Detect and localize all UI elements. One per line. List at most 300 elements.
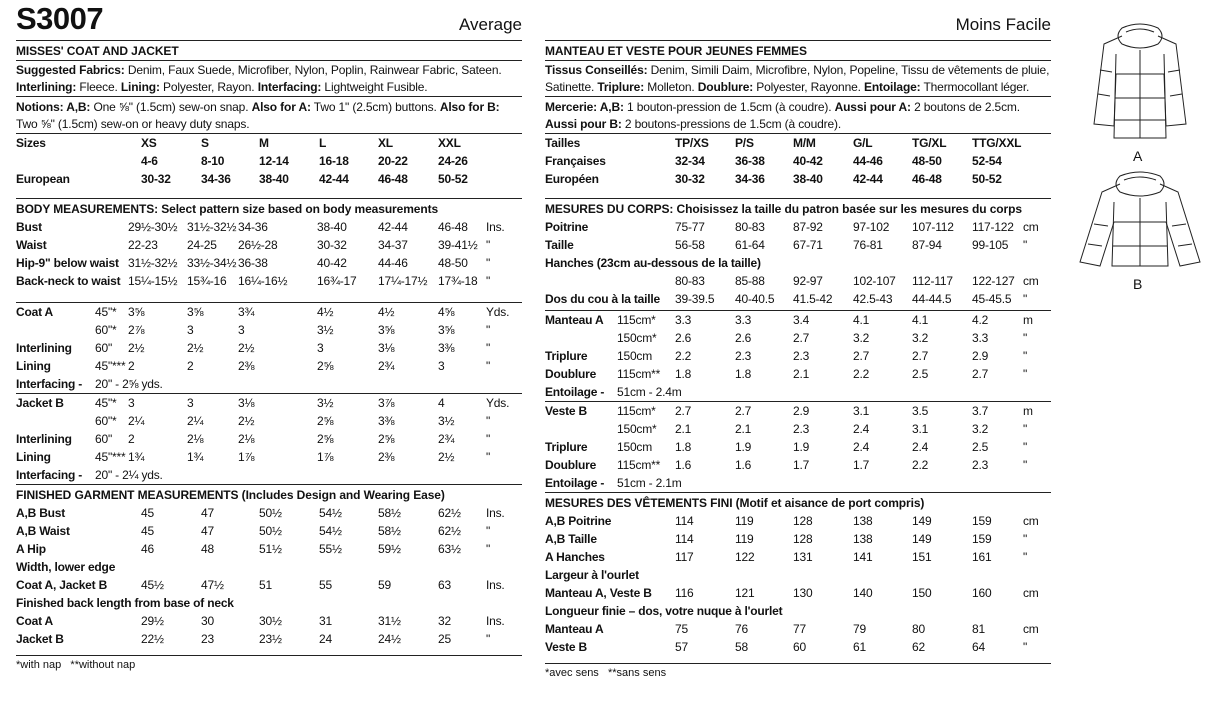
table-cell: 3⅜ — [438, 341, 455, 355]
jacket-interfacing-row: Interfacing - 20" - 2¼ yds. — [16, 468, 163, 482]
table-cell: 3½ — [317, 396, 334, 410]
table-cell: 85-88 — [735, 274, 765, 288]
unit-label: " — [1023, 422, 1028, 436]
table-cell: 3 — [128, 396, 135, 410]
row-label: Coat A — [16, 614, 54, 628]
table-cell: 42-44 — [853, 172, 883, 186]
table-cell: 2⅞ — [128, 323, 145, 337]
fabric-width: 45"* — [95, 396, 117, 410]
table-cell: 2.3 — [793, 349, 810, 363]
table-cell: 2.3 — [972, 458, 989, 472]
table-cell: 1.7 — [853, 458, 870, 472]
table-cell: 51 — [259, 578, 272, 592]
table-cell: 3⅝ — [128, 305, 145, 319]
table-row — [16, 152, 522, 170]
fabrics-paragraph-fr: Tissus Conseillés: Denim, Simili Daim, Microfibre, Nylon, Popeline, Tissu de vêtements de pluie, Satinette. Triplure: Molleton. Doublure: Polyester, Rayonne. Entoilage: Thermocollant léger. — [545, 63, 1050, 94]
table-cell: M/M — [793, 136, 816, 150]
table-cell: 2½ — [238, 341, 255, 355]
fabric-width: 45"*** — [95, 359, 126, 373]
table-cell: 59½ — [378, 542, 401, 556]
table-cell: 3⅝ — [438, 323, 455, 337]
body-measurements-title-fr: MESURES DU CORPS: Choisissez la taille du patron basée sur les mesures du corps — [545, 202, 1022, 216]
table-cell: 24-25 — [187, 238, 217, 252]
table-cell: 2.7 — [853, 349, 870, 363]
table-cell: 1.8 — [675, 367, 692, 381]
row-label: Back-neck to waist — [16, 274, 121, 288]
table-cell: 2⅜ — [238, 359, 255, 373]
row-label: Doublure — [545, 367, 597, 381]
row-label: Jacket B — [16, 396, 64, 410]
row-label: Waist — [16, 238, 47, 252]
table-cell: 48-50 — [912, 154, 942, 168]
table-cell: 117 — [675, 550, 694, 564]
table-cell: 40-40.5 — [735, 292, 775, 306]
row-label: European — [16, 172, 70, 186]
table-cell: 3¾ — [238, 305, 255, 319]
table-cell: 138 — [853, 514, 873, 528]
table-row — [545, 602, 1051, 620]
table-cell: 2½ — [238, 414, 255, 428]
table-cell: 63 — [438, 578, 451, 592]
table-cell: 17¼-17½ — [378, 274, 428, 288]
table-cell: 2.9 — [793, 404, 810, 418]
table-cell: 2 — [128, 359, 135, 373]
table-row — [545, 272, 1051, 290]
table-row — [16, 303, 522, 321]
table-cell: 151 — [912, 550, 932, 564]
table-cell: 57 — [675, 640, 688, 654]
table-cell: 2¼ — [187, 414, 204, 428]
table-cell: 3 — [238, 323, 245, 337]
table-cell: 36-38 — [238, 256, 268, 270]
table-cell: 2¼ — [128, 414, 145, 428]
table-cell: 2.4 — [912, 440, 929, 454]
table-row — [545, 152, 1051, 170]
table-row — [545, 134, 1051, 152]
table-row — [545, 311, 1051, 329]
table-cell: 59 — [378, 578, 391, 592]
table-cell: L — [319, 136, 327, 150]
table-row — [16, 134, 522, 152]
table-cell: 2.7 — [675, 404, 692, 418]
table-cell: 1⅞ — [238, 450, 255, 464]
table-cell: 2.3 — [735, 349, 752, 363]
table-cell: 2⅛ — [238, 432, 255, 446]
table-cell: 45 — [141, 506, 154, 520]
table-cell: 80 — [912, 622, 925, 636]
table-cell: 29½-30½ — [128, 220, 178, 234]
table-cell: XXL — [438, 136, 461, 150]
fabric-width: 115cm* — [617, 404, 656, 418]
table-cell: 80-83 — [675, 274, 705, 288]
difficulty-level-fr: Moins Facile — [955, 15, 1051, 34]
table-cell: 36-38 — [735, 154, 765, 168]
table-cell: 75 — [675, 622, 688, 636]
table-cell: 117-122 — [972, 220, 1014, 234]
row-label: Dos du cou à la taille — [545, 292, 660, 306]
table-cell: 3 — [317, 341, 324, 355]
footnote: *with nap **without nap — [16, 659, 136, 671]
table-cell: 46-48 — [438, 220, 468, 234]
table-row — [16, 612, 522, 630]
row-label: Longueur finie – dos, votre nuque à l'ourlet — [545, 604, 783, 618]
table-cell: 45-45.5 — [972, 292, 1012, 306]
fabric-width: 150cm — [617, 440, 653, 454]
pattern-title-fr: MANTEAU ET VESTE POUR JEUNES FEMMES — [545, 44, 807, 58]
row-label: Françaises — [545, 154, 606, 168]
fabric-width: 150cm* — [617, 422, 657, 436]
table-cell: 24-26 — [438, 154, 468, 168]
jacket-b-sketch — [1070, 166, 1210, 276]
table-row — [545, 365, 1051, 383]
table-cell: 2.2 — [675, 349, 692, 363]
table-row — [16, 272, 522, 290]
table-cell: 41.5-42 — [793, 292, 833, 306]
table-cell: 56-58 — [675, 238, 705, 252]
sketch-label-b: B — [1133, 276, 1143, 292]
table-cell: 44-46 — [378, 256, 408, 270]
table-cell: 2.4 — [853, 422, 870, 436]
table-cell: XS — [141, 136, 157, 150]
table-row — [545, 218, 1051, 236]
fabric-width: 115cm* — [617, 313, 656, 327]
table-cell: 4-6 — [141, 154, 158, 168]
table-row — [545, 548, 1051, 566]
table-row — [16, 339, 522, 357]
table-cell: 114 — [675, 514, 694, 528]
table-cell: 2.3 — [793, 422, 810, 436]
table-cell: 44-44.5 — [912, 292, 952, 306]
table-cell: 3.1 — [912, 422, 929, 436]
sketch-label-a: A — [1133, 148, 1143, 164]
table-cell: 45½ — [141, 578, 164, 592]
table-cell: 4½ — [317, 305, 334, 319]
row-label: A,B Waist — [16, 524, 70, 538]
table-cell: 62½ — [438, 506, 461, 520]
table-cell: 30-32 — [141, 172, 171, 186]
table-row — [16, 594, 522, 612]
table-cell: 121 — [735, 586, 755, 600]
table-cell: 61 — [853, 640, 866, 654]
coat-interfacing-row-fr: Entoilage - 51cm - 2.4m — [545, 385, 682, 399]
table-row — [545, 584, 1051, 602]
table-cell: 51½ — [259, 542, 282, 556]
table-cell: 46 — [141, 542, 154, 556]
table-row — [16, 394, 522, 412]
body-measurements-table-fr — [545, 218, 1051, 308]
table-cell: 33½-34½ — [187, 256, 237, 270]
table-cell: 24 — [319, 632, 332, 646]
table-cell: 2½ — [187, 341, 204, 355]
table-cell: 42-44 — [319, 172, 349, 186]
table-cell: 16¾-17 — [317, 274, 357, 288]
jacket-interfacing-row-fr: Entoilage - 51cm - 2.1m — [545, 476, 682, 490]
fabric-width: 60"* — [95, 414, 117, 428]
unit-label: " — [486, 524, 491, 538]
table-cell: 60 — [793, 640, 806, 654]
table-cell: 38-40 — [793, 172, 823, 186]
table-cell: S — [201, 136, 209, 150]
table-cell: 2⅝ — [317, 432, 334, 446]
table-cell: 92-97 — [793, 274, 823, 288]
table-cell: 3⅞ — [378, 396, 395, 410]
row-label: Poitrine — [545, 220, 589, 234]
table-cell: 26½-28 — [238, 238, 278, 252]
table-cell: 30-32 — [317, 238, 347, 252]
table-cell: 130 — [793, 586, 813, 600]
unit-label: cm — [1023, 274, 1039, 288]
table-row — [545, 236, 1051, 254]
table-row — [16, 412, 522, 430]
table-cell: 1.7 — [793, 458, 810, 472]
table-cell: 81 — [972, 622, 985, 636]
table-cell: 79 — [853, 622, 866, 636]
table-cell: 102-107 — [853, 274, 896, 288]
unit-label: " — [1023, 292, 1028, 306]
table-cell: 3½ — [438, 414, 455, 428]
table-cell: XL — [378, 136, 393, 150]
table-cell: 4.1 — [853, 313, 870, 327]
table-cell: 76-81 — [853, 238, 883, 252]
sizes-table-fr — [545, 134, 1051, 188]
unit-label: " — [1023, 331, 1028, 345]
table-cell: 16¼-16½ — [238, 274, 288, 288]
table-cell: 1.9 — [793, 440, 810, 454]
table-cell: 3.3 — [972, 331, 989, 345]
table-row — [545, 254, 1051, 272]
table-cell: 62 — [912, 640, 925, 654]
table-cell: 141 — [853, 550, 873, 564]
table-cell: 3⅛ — [378, 341, 395, 355]
table-row — [16, 558, 522, 576]
table-cell: 2½ — [128, 341, 145, 355]
table-cell: 50½ — [259, 524, 282, 538]
table-cell: 1.8 — [735, 367, 752, 381]
table-cell: 44-46 — [853, 154, 883, 168]
difficulty-level: Average — [458, 15, 522, 34]
table-row — [16, 321, 522, 339]
table-cell: 61-64 — [735, 238, 765, 252]
table-row — [16, 430, 522, 448]
unit-label: cm — [1023, 514, 1039, 528]
table-cell: 58½ — [378, 524, 401, 538]
unit-label: Yds. — [486, 396, 510, 410]
table-row — [545, 512, 1051, 530]
table-cell: 62½ — [438, 524, 461, 538]
table-cell: 38-40 — [259, 172, 289, 186]
table-cell: 24½ — [378, 632, 401, 646]
table-cell: 31½ — [378, 614, 401, 628]
table-row — [545, 566, 1051, 584]
header — [16, 0, 522, 40]
header-fr — [545, 0, 1051, 40]
table-cell: 149 — [912, 532, 932, 546]
table-cell: 34-36 — [201, 172, 231, 186]
unit-label: " — [1023, 532, 1028, 546]
table-cell: 3.2 — [912, 331, 929, 345]
table-cell: 2⅝ — [317, 414, 334, 428]
notions-paragraph-fr: Mercerie: A,B: 1 bouton-pression de 1.5cm (à coudre). Aussi pour A: 2 boutons de 2.5cm. Aussi pour B: 2 boutons-pressions de 1.5cm (à coudre). — [545, 100, 1020, 131]
unit-label: m — [1023, 313, 1033, 327]
unit-label: " — [486, 238, 491, 252]
table-cell: 58½ — [378, 506, 401, 520]
table-cell: 2.6 — [735, 331, 752, 345]
table-cell: 3 — [438, 359, 445, 373]
table-cell: 3.3 — [675, 313, 692, 327]
table-cell: 38-40 — [317, 220, 347, 234]
unit-label: Ins. — [486, 614, 505, 628]
table-row — [16, 254, 522, 272]
table-cell: TP/XS — [675, 136, 709, 150]
unit-label: " — [1023, 440, 1028, 454]
row-label: Largeur à l'ourlet — [545, 568, 639, 582]
table-cell: 48-50 — [438, 256, 468, 270]
table-cell: 32-34 — [675, 154, 705, 168]
table-cell: 42.5-43 — [853, 292, 893, 306]
table-cell: 107-112 — [912, 220, 954, 234]
fabrics-paragraph: Suggested Fabrics: Denim, Faux Suede, Microfiber, Nylon, Poplin, Rainwear Fabric, Sateen. Interlining: Fleece. Lining: Polyester, Rayon. Interfacing: Lightweight Fusible. — [16, 63, 502, 94]
row-label: A,B Poitrine — [545, 514, 612, 528]
table-cell: 31½-32½ — [187, 220, 237, 234]
english-column — [16, 0, 522, 672]
fabric-width: 60" — [95, 341, 113, 355]
table-cell: 47½ — [201, 578, 224, 592]
unit-label: " — [486, 542, 491, 556]
table-cell: 2.1 — [735, 422, 752, 436]
table-cell: 3⅝ — [378, 323, 395, 337]
row-label: Hip-9" below waist — [16, 256, 119, 270]
coat-yardage-table — [16, 303, 522, 375]
row-label: Manteau A — [545, 622, 604, 636]
unit-label: " — [1023, 349, 1028, 363]
unit-label: " — [1023, 640, 1028, 654]
table-cell: 2⅜ — [378, 450, 395, 464]
table-cell: 160 — [972, 586, 992, 600]
unit-label: " — [1023, 458, 1028, 472]
table-row — [545, 530, 1051, 548]
table-cell: 63½ — [438, 542, 461, 556]
table-cell: 2⅛ — [187, 432, 204, 446]
table-cell: 52-54 — [972, 154, 1002, 168]
table-row — [545, 347, 1051, 365]
table-cell: 2.7 — [793, 331, 810, 345]
table-row — [16, 504, 522, 522]
table-cell: 50-52 — [972, 172, 1002, 186]
table-cell: 22½ — [141, 632, 164, 646]
pattern-number: S3007 — [16, 1, 104, 36]
table-cell: 29½ — [141, 614, 164, 628]
unit-label: cm — [1023, 220, 1039, 234]
coat-yardage-table-fr — [545, 311, 1051, 383]
table-cell: 4 — [438, 396, 445, 410]
table-cell: 161 — [972, 550, 992, 564]
table-cell: 122-127 — [972, 274, 1015, 288]
unit-label: m — [1023, 404, 1033, 418]
row-label: Triplure — [545, 440, 588, 454]
table-cell: 138 — [853, 532, 873, 546]
unit-label: " — [486, 256, 491, 270]
table-cell: 3⅜ — [378, 414, 395, 428]
table-cell: 23½ — [259, 632, 282, 646]
table-cell: 58 — [735, 640, 748, 654]
table-cell: 16-18 — [319, 154, 349, 168]
table-cell: 1¾ — [187, 450, 204, 464]
table-cell: 3.1 — [853, 404, 870, 418]
unit-label: Ins. — [486, 506, 505, 520]
jacket-yardage-table — [16, 394, 522, 466]
row-label: Manteau A, Veste B — [545, 586, 652, 600]
table-cell: 34-36 — [238, 220, 268, 234]
row-label: Coat A — [16, 305, 54, 319]
table-cell: M — [259, 136, 269, 150]
row-label: Doublure — [545, 458, 597, 472]
table-row — [545, 620, 1051, 638]
table-cell: 30-32 — [675, 172, 705, 186]
coat-interfacing-row: Interfacing - 20" - 2⅝ yds. — [16, 377, 163, 391]
table-cell: 114 — [675, 532, 694, 546]
table-cell: 2⅝ — [378, 432, 395, 446]
finished-measurements-title-fr: MESURES DES VÊTEMENTS FINI (Motif et aisance de port compris) — [545, 496, 925, 510]
table-row — [545, 290, 1051, 308]
table-cell: TG/XL — [912, 136, 947, 150]
row-label: Width, lower edge — [16, 560, 116, 574]
fabric-width: 115cm** — [617, 458, 661, 472]
table-cell: 159 — [972, 532, 992, 546]
table-cell: 140 — [853, 586, 873, 600]
row-label: Tailles — [545, 136, 581, 150]
table-cell: 2.9 — [972, 349, 989, 363]
table-cell: 48 — [201, 542, 214, 556]
table-cell: 2¾ — [378, 359, 395, 373]
table-cell: 159 — [972, 514, 992, 528]
table-cell: 40-42 — [793, 154, 823, 168]
table-cell: 40-42 — [317, 256, 347, 270]
table-cell: 55 — [319, 578, 332, 592]
fabric-width: 150cm — [617, 349, 653, 363]
notions-paragraph: Notions: A,B: One ⅝" (1.5cm) sew-on snap. Also for A: Two 1" (2.5cm) buttons. Also for B: Two ⅝" (1.5cm) sew-on or heavy duty snaps. — [16, 100, 500, 131]
table-cell: 4⅝ — [438, 305, 455, 319]
table-cell: 119 — [735, 514, 754, 528]
table-cell: 80-83 — [735, 220, 765, 234]
table-cell: 128 — [793, 532, 813, 546]
table-cell: 99-105 — [972, 238, 1009, 252]
table-cell: 20-22 — [378, 154, 408, 168]
table-cell: 39-41½ — [438, 238, 478, 252]
unit-label: " — [486, 432, 491, 446]
table-cell: 4½ — [378, 305, 395, 319]
body-measurements-title: BODY MEASUREMENTS: Select pattern size based on body measurements — [16, 202, 439, 216]
table-row — [545, 329, 1051, 347]
table-cell: 87-92 — [793, 220, 823, 234]
unit-label: " — [1023, 238, 1028, 252]
table-cell: 50½ — [259, 506, 282, 520]
table-cell: 2 — [128, 432, 135, 446]
table-cell: P/S — [735, 136, 754, 150]
table-cell: 149 — [912, 514, 932, 528]
table-cell: 3.2 — [853, 331, 870, 345]
unit-label: Yds. — [486, 305, 510, 319]
table-cell: 67-71 — [793, 238, 823, 252]
table-cell: 3 — [187, 396, 194, 410]
sizes-table — [16, 134, 522, 188]
table-cell: 116 — [675, 586, 694, 600]
table-cell: 15¾-16 — [187, 274, 227, 288]
table-cell: 3.7 — [972, 404, 989, 418]
table-cell: 54½ — [319, 506, 342, 520]
table-cell: 47 — [201, 506, 214, 520]
table-cell: 2.5 — [912, 367, 929, 381]
unit-label: " — [486, 323, 491, 337]
